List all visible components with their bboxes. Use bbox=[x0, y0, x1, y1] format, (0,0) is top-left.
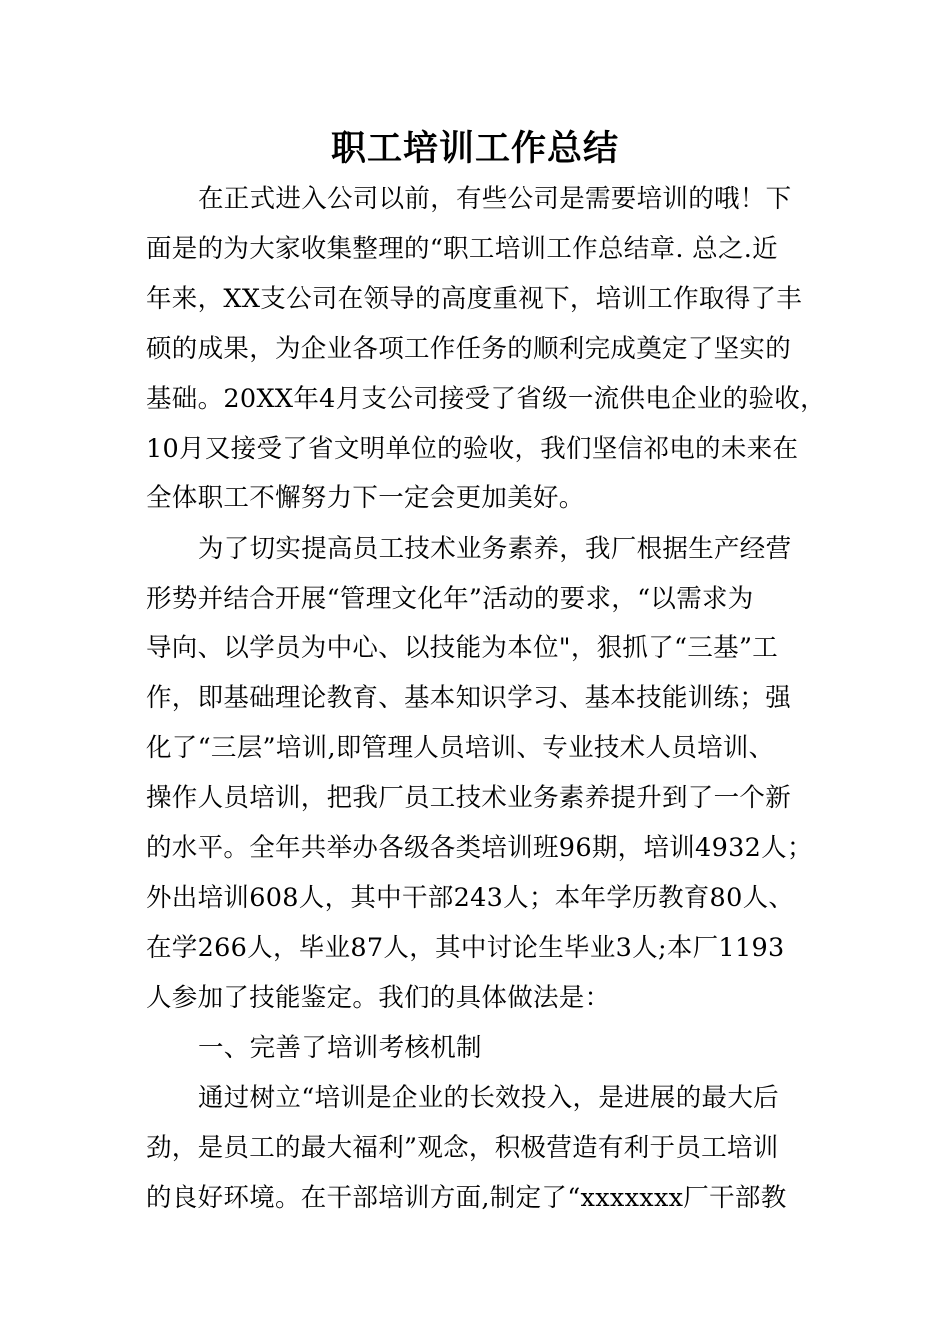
paragraph-line: 形势并结合开展“管理文化年”活动的要求，“以需求为 bbox=[146, 584, 754, 614]
paragraph-line: 在正式进入公司以前，有些公司是需要培训的哦！下 bbox=[198, 184, 792, 214]
paragraph-line: 全体职工不懈努力下一定会更加美好。 bbox=[146, 483, 585, 513]
section-heading: 一、完善了培训考核机制 bbox=[198, 1033, 482, 1063]
paragraph-line: 导向、以学员为中心、以技能为本位"，狠抓了“三基”工 bbox=[146, 633, 779, 663]
paragraph-line: 基础。20XX年4月支公司接受了省级一流供电企业的验收， bbox=[146, 384, 826, 414]
paragraph-line: 外出培训608人，其中干部243人；本年学历教育80人、 bbox=[146, 883, 795, 913]
paragraph-line: 的良好环境。在干部培训方面,制定了“xxxxxxx厂干部教 bbox=[146, 1183, 787, 1213]
paragraph-line: 化了“三层”培训,即管理人员培训、专业技术人员培训、 bbox=[146, 733, 775, 763]
paragraph-line: 的水平。全年共举办各级各类培训班96期，培训4932人； bbox=[146, 833, 813, 863]
paragraph-line: 年来，XX支公司在领导的高度重视下，培训工作取得了丰 bbox=[146, 284, 803, 314]
paragraph-line: 操作人员培训，把我厂员工技术业务素养提升到了一个新 bbox=[146, 783, 792, 813]
paragraph-line: 劲，是员工的最大福利”观念，积极营造有利于员工培训 bbox=[146, 1133, 779, 1163]
paragraph-line: 作，即基础理论教育、基本知识学习、基本技能训练；强 bbox=[146, 683, 792, 713]
paragraph-line: 通过树立“培训是企业的长效投入，是进展的最大后 bbox=[198, 1083, 779, 1113]
paragraph-line: 为了切实提高员工技术业务素养，我厂根据生产经营 bbox=[198, 534, 792, 564]
document-title: 职工培训工作总结 bbox=[330, 128, 619, 169]
paragraph-line: 硕的成果，为企业各项工作任务的顺利完成奠定了坚实的 bbox=[146, 334, 792, 364]
paragraph-line: 10月又接受了省文明单位的验收，我们坚信祁电的未来在 bbox=[146, 434, 799, 464]
paragraph-line: 面是的为大家收集整理的“职工培训工作总结章. 总之.近 bbox=[146, 234, 778, 264]
paragraph-line: 在学266人，毕业87人，其中讨论生毕业3人;本厂1193 bbox=[146, 933, 785, 963]
paragraph-line: 人参加了技能鉴定。我们的具体做法是： bbox=[146, 983, 611, 1013]
